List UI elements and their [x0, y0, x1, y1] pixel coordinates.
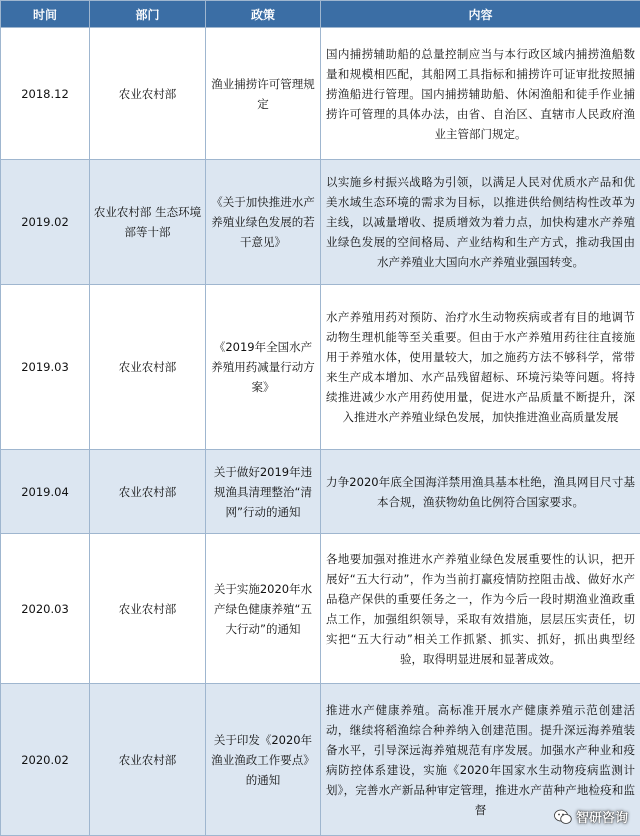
header-content: 内容: [321, 1, 640, 28]
cell-content: 力争2020年底全国海洋禁用渔具基本杜绝，渔具网目尺寸基本合规，渔获物幼鱼比例符合国家要求。: [321, 450, 640, 534]
cell-department: 农业农村部: [90, 285, 206, 450]
table-row: [1, 160, 640, 285]
cell-time: 2020.02: [1, 684, 90, 836]
cell-time: 2019.03: [1, 285, 90, 450]
table-row: [1, 450, 640, 534]
cell-content: 各地要加强对推进水产养殖业绿色发展重要性的认识，把开展好“五大行动”，作为当前打赢疫情防控阻击战、做好水产品稳产保供的重要任务之一，作为今后一段时期渔业渔政重点工作，加强组织领导，采取有效措施，层层压实责任，切实把“五大行动”相关工作抓紧、抓实、抓好，抓出典型经验，取得明显进展和显著成效。: [321, 534, 640, 684]
watermark-text: 智研咨询: [576, 807, 628, 826]
header-department: 部门: [90, 1, 206, 28]
cell-policy: 《2019年全国水产养殖用药减量行动方案》: [206, 285, 321, 450]
cell-department: 农业农村部: [90, 684, 206, 836]
cell-department: 农业农村部 生态环境部等十部: [90, 160, 206, 285]
cell-policy: 关于印发《2020年渔业渔政工作要点》的通知: [206, 684, 321, 836]
cell-time: 2019.04: [1, 450, 90, 534]
cell-department: 农业农村部: [90, 534, 206, 684]
header-policy: 政策: [206, 1, 321, 28]
cell-content: 推进水产健康养殖。高标准开展水产健康养殖示范创建活动，继续将稻渔综合种养纳入创建范围。提升深远海养殖装备水平，引导深远海养殖规范有序发展。加强水产种业和疫病防控体系建设，实施《2020年国家水生动物疫病监测计划》，完善水产新品种审定管理，推进水产苗种产地检疫和监督: [321, 684, 640, 836]
cell-content: 水产养殖用药对预防、治疗水生动物疾病或者有目的地调节动物生理机能等至关重要。但由于水产养殖用药往往直接施用于养殖水体，使用量较大，加之施药方法不够科学，常带来生产成本增加、水产品残留超标、环境污染等问题。将持续推进减少水产用药使用量，促进水产品质量不断提升，深入推进水产养殖业绿色发展，加快推进渔业高质量发展: [321, 285, 640, 450]
table-row: [1, 28, 640, 160]
cell-policy: 渔业捕捞许可管理规定: [206, 28, 321, 160]
cell-policy: 关于实施2020年水产绿色健康养殖“五大行动”的通知: [206, 534, 321, 684]
cell-time: 2019.02: [1, 160, 90, 285]
table-row: [1, 285, 640, 450]
header-row: [1, 1, 640, 28]
cell-policy: 关于做好2019年违规渔具清理整治“清网”行动的通知: [206, 450, 321, 534]
cell-content: 以实施乡村振兴战略为引领，以满足人民对优质水产品和优美水域生态环境的需求为目标，以推进供给侧结构性改革为主线，以减量增收、提质增效为着力点，加快构建水产养殖业绿色发展的空间格局、产业结构和生产方式，推动我国由水产养殖业大国向水产养殖业强国转变。: [321, 160, 640, 285]
cell-department: 农业农村部: [90, 450, 206, 534]
cell-policy: 《关于加快推进水产养殖业绿色发展的若干意见》: [206, 160, 321, 285]
cell-time: 2018.12: [1, 28, 90, 160]
cell-time: 2020.03: [1, 534, 90, 684]
table-row: [1, 684, 640, 836]
watermark: [554, 807, 628, 826]
table-row: [1, 534, 640, 684]
cell-content: 国内捕捞辅助船的总量控制应当与本行政区域内捕捞渔船数量和规模相匹配，其船网工具指标和捕捞许可证审批按照捕捞渔船进行管理。国内捕捞辅助船、休闲渔船和徒手作业捕捞许可管理的具体办法，由省、自治区、直辖市人民政府渔业主管部门规定。: [321, 28, 640, 160]
cell-department: 农业农村部: [90, 28, 206, 160]
header-time: 时间: [1, 1, 90, 28]
wechat-icon: [554, 809, 572, 825]
